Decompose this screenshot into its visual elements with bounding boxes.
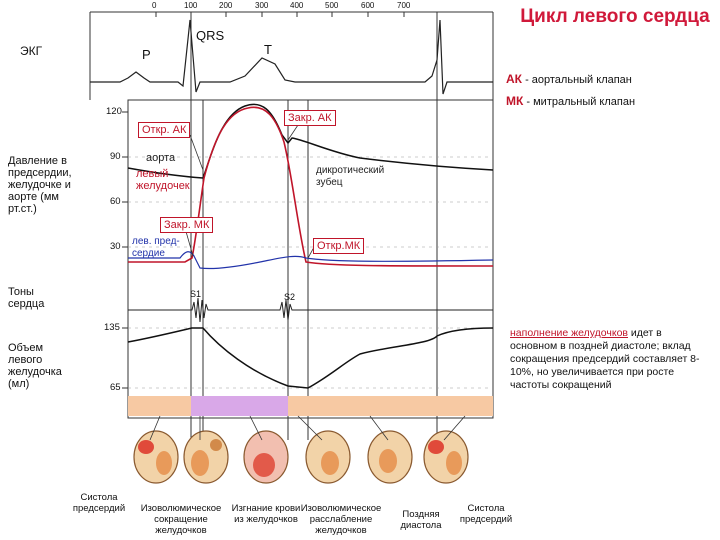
- left-atrium-label: лев. пред- сердие: [132, 236, 180, 259]
- phase-label-ejection: Изгнание крови из желудочков: [231, 503, 301, 525]
- ecg-wave-p: P: [142, 47, 151, 62]
- filling-note-text: идет в основном в поздней диастоле; вклад сокращения предсердий составляет 8-10%, но увеличивается при росте частоты сокращений: [510, 327, 700, 391]
- time-ticks: [156, 12, 404, 17]
- legend-mk: [506, 94, 635, 108]
- time-tick-label: 500: [325, 1, 339, 10]
- dicrotic-notch-label: дикротический зубец: [316, 165, 385, 188]
- time-tick-label: 100: [184, 1, 198, 10]
- phase-label-atrial-systole: Систола предсердий: [72, 492, 126, 514]
- pressure-tick-label: 90: [110, 151, 121, 162]
- legend-ak: [506, 72, 632, 86]
- ecg-label: ЭКГ: [20, 44, 43, 58]
- close-mitral-valve-label: Закр. МК: [160, 217, 213, 233]
- ventricle-volume-curve: [128, 328, 493, 388]
- aorta-label: аорта: [146, 152, 176, 164]
- volume-tick-label: 135: [104, 322, 120, 333]
- time-tick-label: 0: [152, 1, 157, 10]
- volume-tick-label: 65: [110, 382, 121, 393]
- time-tick-label: 400: [290, 1, 304, 10]
- open-mitral-valve-label: Откр.МК: [313, 238, 364, 254]
- filling-note: [510, 327, 710, 392]
- time-tick-label: 300: [255, 1, 269, 10]
- phase-bands: [128, 396, 493, 416]
- page-title: Цикл левого сердца: [520, 6, 710, 27]
- legend-mk-text: - митральный клапан: [526, 96, 636, 108]
- pressure-tick-label: 120: [106, 106, 122, 117]
- label-pointer-lines: [185, 122, 318, 258]
- volume-grid: [128, 328, 493, 388]
- heart-icon: [244, 431, 288, 483]
- volume-ticks: [122, 328, 128, 388]
- time-tick-label: 600: [361, 1, 375, 10]
- heart-icon: [184, 431, 228, 483]
- heart-sounds-label: Тоны сердца: [8, 286, 45, 310]
- pressure-axis-label: Давление в предсердии, желудочке и аорте (мм рт.ст.): [8, 155, 72, 215]
- s1-sound-wave: [128, 298, 493, 322]
- heart-illustrations: [134, 431, 468, 483]
- s2-label: S2: [284, 292, 296, 302]
- pressure-ticks: [122, 112, 128, 247]
- phase-label-isovolumic-contraction: Изоволюмическое сокращение желудочков: [140, 503, 222, 536]
- heart-icon: [306, 431, 350, 483]
- close-aortic-valve-label: Закр. АК: [284, 110, 336, 126]
- heart-icon: [134, 431, 178, 483]
- phase-label-isovolumic-relaxation: Изоволюмическое расслабление желудочков: [300, 503, 382, 536]
- pressure-tick-label: 30: [110, 241, 121, 252]
- phase-label-late-diastole: Поздняя диастола: [400, 509, 442, 531]
- open-aortic-valve-label: Откр. АК: [138, 122, 190, 138]
- legend-ak-text: - аортальный клапан: [525, 74, 632, 86]
- pressure-tick-label: 60: [110, 196, 121, 207]
- time-tick-label: 700: [397, 1, 411, 10]
- ecg-wave-qrs: QRS: [196, 28, 225, 43]
- legend-ak-abbr: АК: [506, 72, 522, 86]
- filling-note-highlight: наполнение желудочков: [510, 327, 628, 339]
- legend-mk-abbr: МК: [506, 94, 524, 108]
- left-ventricle-label: левый желудочек: [136, 168, 190, 192]
- heart-icon: [368, 431, 412, 483]
- phase-label-atrial-systole-2: Систола предсердий: [459, 503, 513, 525]
- ecg-wave-t: T: [264, 42, 272, 57]
- phase-lines: [191, 12, 437, 440]
- s1-label: S1: [190, 289, 202, 299]
- time-tick-label: 200: [219, 1, 233, 10]
- volume-axis-label: Объем левого желудочка (мл): [8, 342, 62, 390]
- heart-icon: [424, 431, 468, 483]
